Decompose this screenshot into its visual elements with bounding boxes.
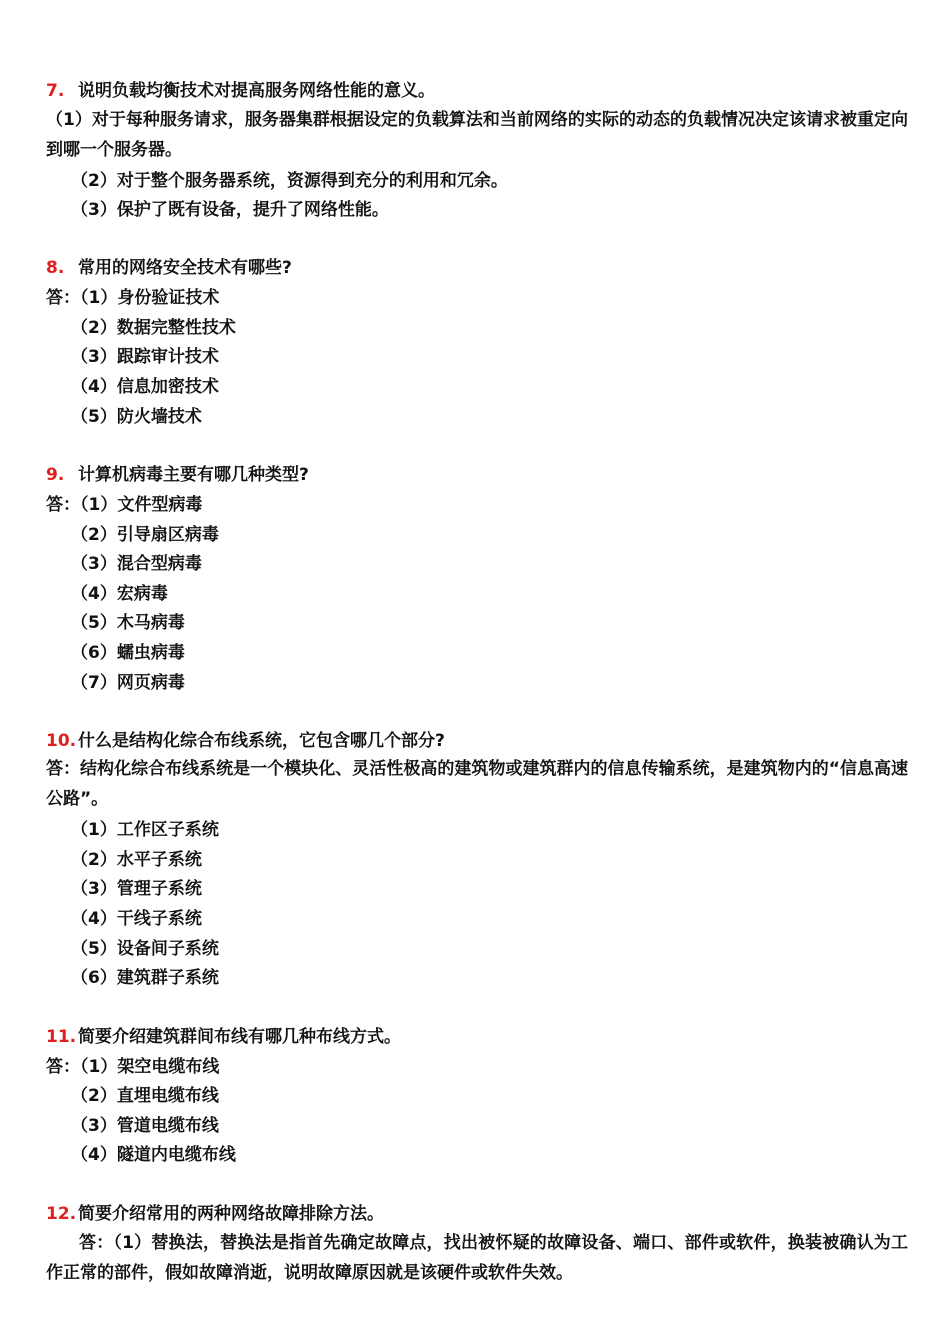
answer-11-item: （2）直埋电缆布线 [71,1086,219,1106]
question-title: 简要介绍常用的两种网络故障排除方法。 [78,1204,384,1224]
question-8 [46,257,911,279]
answer-10-item: （4）干线子系统 [71,909,202,929]
question-number: 12. [46,1204,77,1224]
answer-11-item: （3）管道电缆布线 [71,1116,219,1136]
question-title: 什么是结构化综合布线系统，它包含哪几个部分? [78,731,445,751]
answer-12-first [46,1229,908,1288]
answer-9-item: （3）混合型病毒 [71,554,202,574]
answer-8-item: （3）跟踪审计技术 [71,347,219,367]
answer-10-first [46,755,908,814]
answer-8-item: （5）防火墙技术 [71,407,202,427]
question-number: 10. [46,731,77,751]
question-12 [46,1203,911,1225]
answer-9-item: （4）宏病毒 [71,584,168,604]
question-title: 简要介绍建筑群间布线有哪几种布线方式。 [78,1027,401,1047]
answer-9-item: （7）网页病毒 [71,673,185,693]
answer-10-item: （5）设备间子系统 [71,939,219,959]
question-number: 9. [46,465,65,485]
question-11 [46,1026,911,1048]
answer-9-item: （6）蠕虫病毒 [71,643,185,663]
question-number: 11. [46,1027,77,1047]
question-number: 7. [46,81,65,101]
answer-11-item: （4）隧道内电缆布线 [71,1145,236,1165]
answer-10-item: （1）工作区子系统 [71,820,219,840]
answer-text: 答：结构化综合布线系统是一个模块化、灵活性极高的建筑物或建筑群内的信息传输系统，是建筑物内的“信息高速公路”。 [46,759,908,809]
answer-10-item: （2）水平子系统 [71,850,202,870]
question-title: 计算机病毒主要有哪几种类型? [78,465,309,485]
answer-9-item: （5）木马病毒 [71,613,185,633]
answer-8-item: （2）数据完整性技术 [71,318,236,338]
question-number: 8. [46,258,65,278]
answer-7-first [46,106,908,165]
answer-10-item: （3）管理子系统 [71,879,202,899]
answer-9-first: 答：（1）文件型病毒 [46,495,203,515]
question-title: 说明负载均衡技术对提高服务网络性能的意义。 [78,81,435,101]
answer-7-item: （3）保护了既有设备，提升了网络性能。 [71,200,389,220]
question-10 [46,730,911,752]
answer-text: 答：（1）替换法，替换法是指首先确定故障点，找出被怀疑的故障设备、端口、部件或软件，换装被确认为工作正常的部件，假如故障消逝，说明故障原因就是该硬件或软件失效。 [46,1233,908,1283]
question-9 [46,464,911,486]
answer-7-item: （2）对于整个服务器系统，资源得到充分的利用和冗余。 [71,171,508,191]
answer-8-first: 答：（1）身份验证技术 [46,288,220,308]
answer-text: （1）对于每种服务请求，服务器集群根据设定的负载算法和当前网络的实际的动态的负载情况决定该请求被重定向到哪一个服务器。 [46,110,908,160]
answer-11-first: 答：（1）架空电缆布线 [46,1057,220,1077]
answer-9-item: （2）引导扇区病毒 [71,525,219,545]
answer-8-item: （4）信息加密技术 [71,377,219,397]
answer-10-item: （6）建筑群子系统 [71,968,219,988]
question-7 [46,80,911,102]
question-title: 常用的网络安全技术有哪些? [78,258,292,278]
